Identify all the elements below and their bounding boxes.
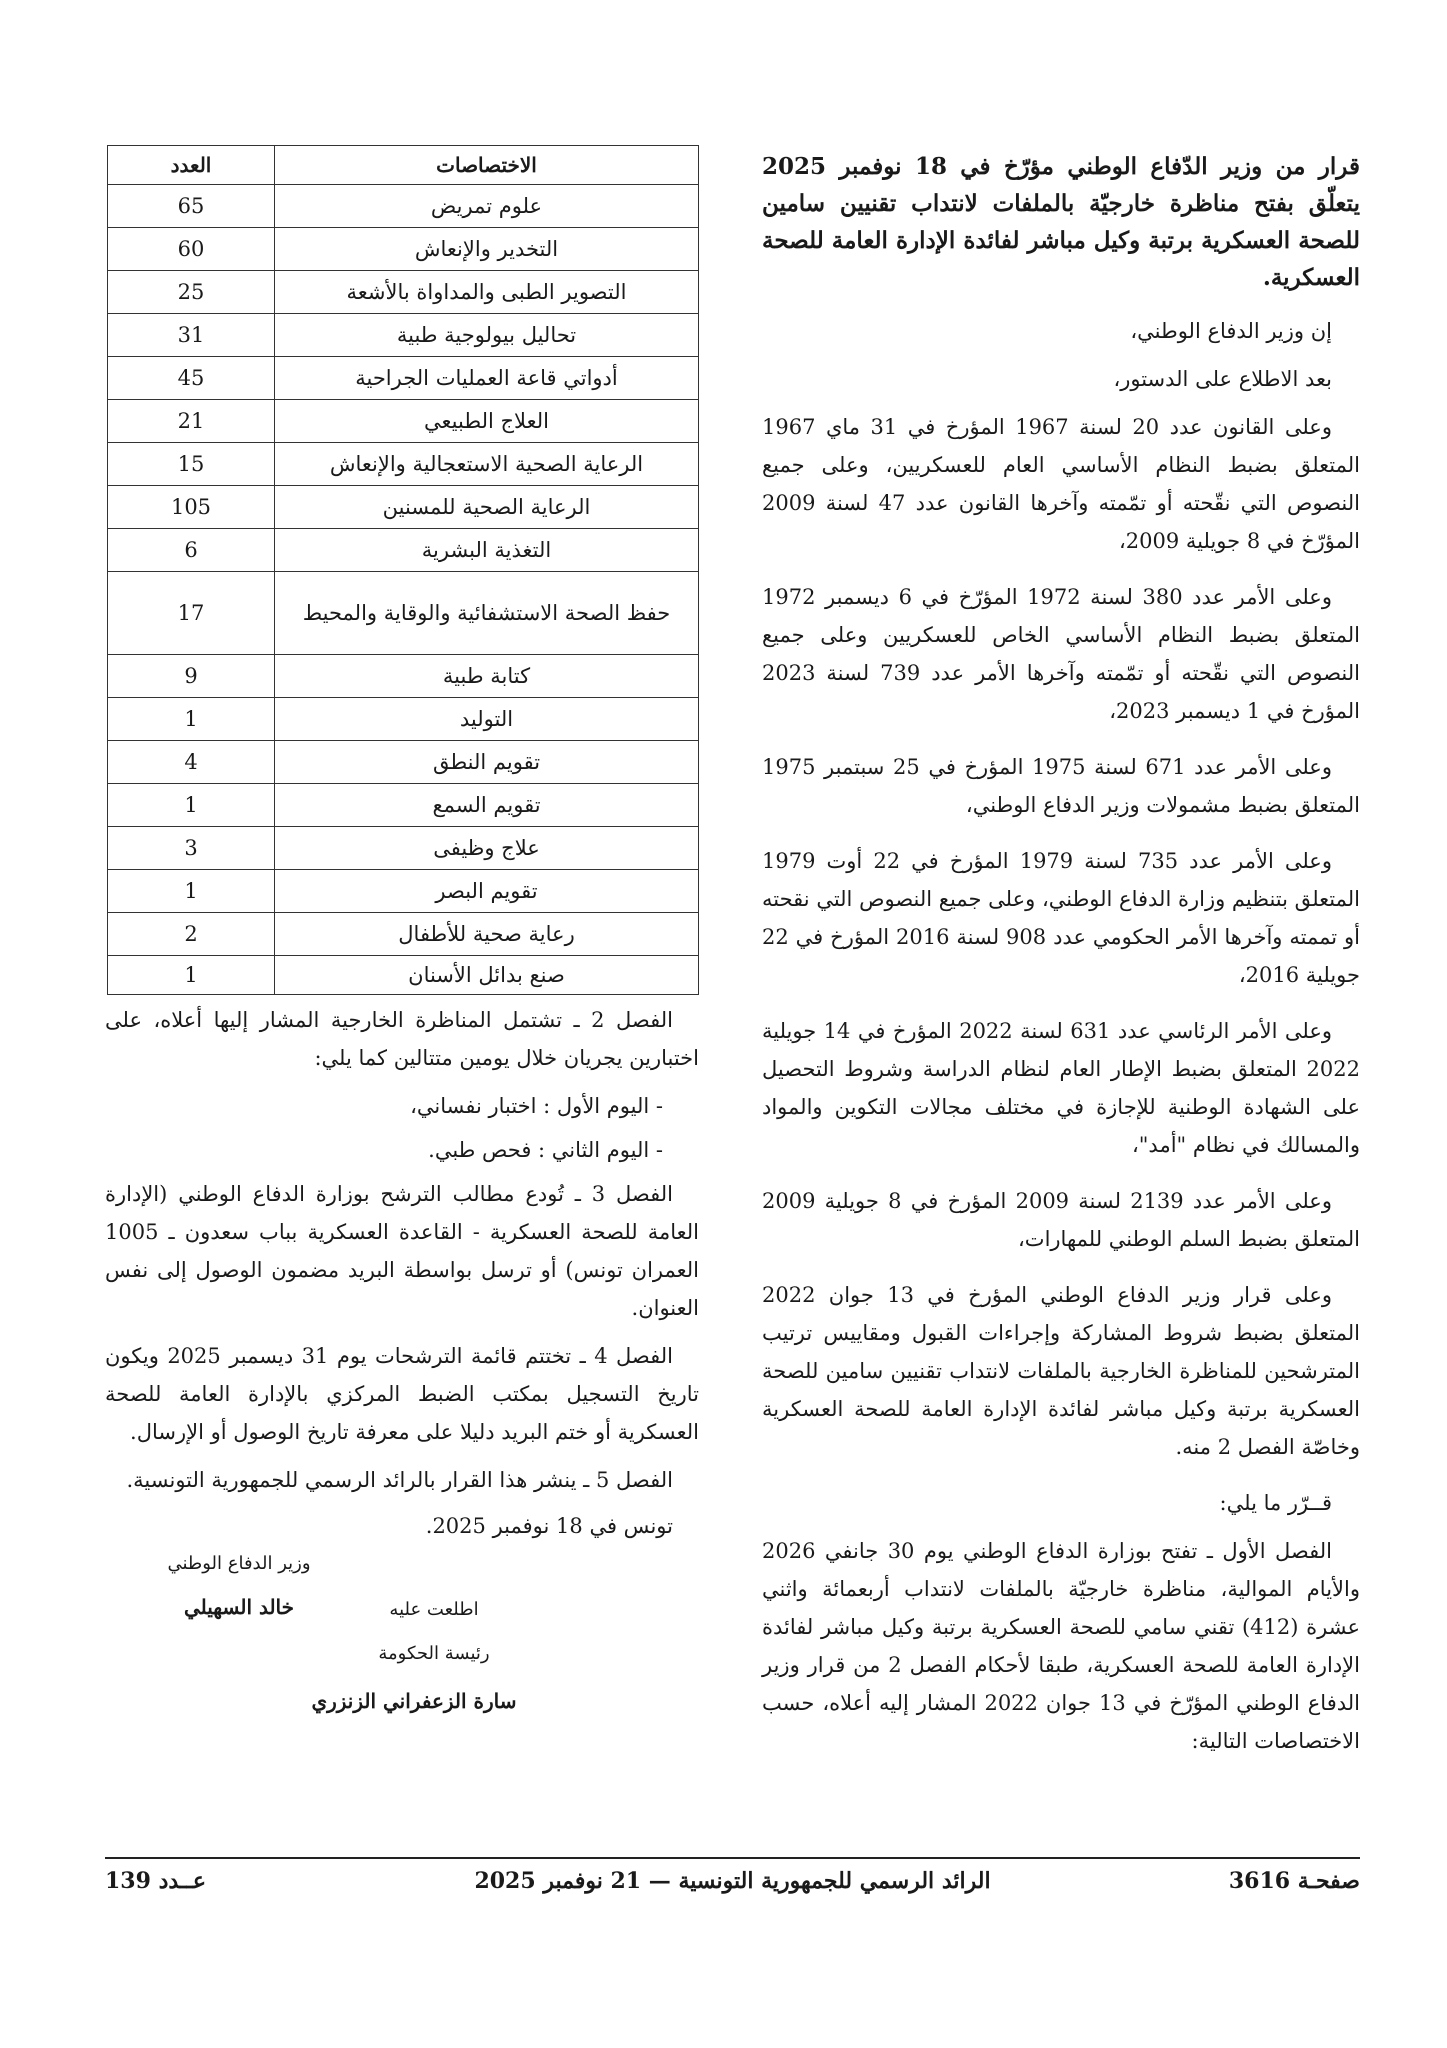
table-row	[108, 529, 699, 572]
count-cell: 1	[108, 698, 275, 741]
preamble-paragraph: بعد الاطلاع على الدستور،	[1113, 367, 1332, 391]
table-row	[108, 185, 699, 228]
table-row	[108, 314, 699, 357]
article-3: الفصل 3 ـ تُودع مطالب الترشح بوزارة الدفاع الوطني (الإدارة العامة للصحة العسكرية - القاعدة العسكرية بباب سعدون ـ 1005 العمران تونس) أو ترسل بواسطة البريد مضمون الوصول إلى نفس العنوان.	[105, 1182, 699, 1320]
count-cell: 105	[108, 486, 275, 529]
specialty-cell: تقويم النطق	[275, 741, 699, 784]
specialty-cell: صنع بدائل الأسنان	[275, 956, 699, 995]
count-cell: 4	[108, 741, 275, 784]
preamble-paragraph: إن وزير الدفاع الوطني،	[1130, 319, 1332, 343]
specialty-cell: التغذية البشرية	[275, 529, 699, 572]
table-row	[108, 357, 699, 400]
preamble-paragraph: وعلى الأمر عدد 2139 لسنة 2009 المؤرخ في 8 جويلية 2009 المتعلق بضبط السلم الوطني للمهارات،	[762, 1189, 1360, 1251]
specialty-cell: كتابة طبية	[275, 655, 699, 698]
table-row	[108, 486, 699, 529]
table-row	[108, 913, 699, 956]
signing-date: تونس في 18 نوفمبر 2025.	[425, 1514, 673, 1538]
count-header: العدد	[108, 146, 275, 185]
article-2: الفصل 2 ـ تشتمل المناظرة الخارجية المشار إليها أعلاه، على اختبارين يجريان خلال يومين متتالين كما يلي:	[105, 1008, 699, 1070]
page-footer	[105, 1868, 1360, 1908]
count-cell: 2	[108, 913, 275, 956]
table-row	[108, 956, 699, 995]
decides-heading: قــرّر ما يلي:	[1219, 1491, 1332, 1515]
footer-divider	[105, 1857, 1360, 1859]
specialty-cell: حفظ الصحة الاستشفائية والوقاية والمحيط	[275, 572, 699, 655]
table-row	[108, 655, 699, 698]
table-row	[108, 870, 699, 913]
articles-section	[105, 1001, 699, 1543]
table-row	[108, 784, 699, 827]
specialty-cell: التخدير والإنعاش	[275, 228, 699, 271]
specialty-cell: العلاج الطبيعي	[275, 400, 699, 443]
count-cell: 65	[108, 185, 275, 228]
count-cell: 45	[108, 357, 275, 400]
preamble-paragraph: وعلى الأمر عدد 671 لسنة 1975 المؤرخ في 25 سبتمبر 1975 المتعلق بضبط مشمولات وزير الدفاع الوطني،	[762, 755, 1360, 817]
specialty-cell: التوليد	[275, 698, 699, 741]
journal-title: الرائد الرسمي للجمهورية التونسية — 21 نوفمبر 2025	[474, 1868, 991, 1894]
specialty-cell: تقويم السمع	[275, 784, 699, 827]
count-cell: 1	[108, 870, 275, 913]
count-cell: 1	[108, 784, 275, 827]
specialty-cell: علاج وظيفى	[275, 827, 699, 870]
count-cell: 60	[108, 228, 275, 271]
minister-name: خالد السهيلي	[183, 1595, 295, 1619]
preamble-paragraph: وعلى القانون عدد 20 لسنة 1967 المؤرخ في 31 ماي 1967 المتعلق بضبط النظام الأساسي العام للعسكريين، وعلى جميع النصوص التي نقّحته أو تمّمته وآخرها القانون عدد 47 لسنة 2009 المؤرّخ في 8 جويلية 2009،	[762, 415, 1360, 553]
pm-name: سارة الزعفراني الزنزري	[311, 1689, 517, 1713]
specialty-cell: التصوير الطبى والمداواة بالأشعة	[275, 271, 699, 314]
specialty-cell: علوم تمريض	[275, 185, 699, 228]
table-row	[108, 271, 699, 314]
specialty-header: الاختصاصات	[275, 146, 699, 185]
table-row	[108, 228, 699, 271]
table-row	[108, 741, 699, 784]
table-row	[108, 400, 699, 443]
preamble-paragraph: وعلى الأمر عدد 380 لسنة 1972 المؤرّخ في 6 ديسمبر 1972 المتعلق بضبط النظام الأساسي الخاص للعسكريين وعلى جميع النصوص التي نقّحته أو تمّمته وآخرها الأمر عدد 739 لسنة 2023 المؤرخ في 1 ديسمبر 2023،	[762, 585, 1360, 723]
table-row	[108, 443, 699, 486]
preamble-paragraph: وعلى الأمر عدد 735 لسنة 1979 المؤرخ في 22 أوت 1979 المتعلق بتنظيم وزارة الدفاع الوطني، وعلى جميع النصوص التي نقحته أو تممته وآخرها الأمر الحكومي عدد 908 لسنة 2016 المؤرخ في 22 جويلية 2016،	[762, 849, 1360, 987]
specialty-cell: الرعاية الصحية للمسنين	[275, 486, 699, 529]
seen-by-label: اطلعت عليه	[389, 1599, 479, 1620]
table-column	[105, 145, 699, 1753]
count-cell: 25	[108, 271, 275, 314]
preamble-paragraph: وعلى قرار وزير الدفاع الوطني المؤرخ في 13 جوان 2022 المتعلق بضبط شروط المشاركة وإجراءات القبول ومقاييس ترتيب المترشحين للمناظرة الخارجية بالملفات لانتداب تقنيين سامين للصحة العسكرية برتبة وكيل مباشر لفائدة الإدارة العامة للصحة العسكرية وخاصّة الفصل 2 منه.	[762, 1283, 1360, 1459]
specialty-cell: تحاليل بيولوجية طبية	[275, 314, 699, 357]
count-cell: 15	[108, 443, 275, 486]
specialty-cell: الرعاية الصحية الاستعجالية والإنعاش	[275, 443, 699, 486]
count-cell: 3	[108, 827, 275, 870]
article-2-day-1: - اليوم الأول : اختبار نفساني،	[410, 1094, 663, 1118]
issue-number: عــدد 139	[105, 1868, 206, 1894]
specialties-table	[107, 145, 699, 995]
decree-title: قرار من وزير الدّفاع الوطني مؤرّخ في 18 نوفمبر 2025 يتعلّق بفتح مناظرة خارجيّة بالملفات لانتداب تقنيين سامين للصحة العسكرية برتبة وكيل مباشر لفائدة الإدارة العامة للصحة العسكرية.	[762, 153, 1360, 291]
specialty-cell: تقويم البصر	[275, 870, 699, 913]
page-number: صفحـة 3616	[1228, 1868, 1360, 1894]
article-2-day-2: - اليوم الثاني : فحص طبي.	[428, 1138, 663, 1162]
count-cell: 6	[108, 529, 275, 572]
count-cell: 17	[108, 572, 275, 655]
count-cell: 9	[108, 655, 275, 698]
article-4: الفصل 4 ـ تختتم قائمة الترشحات يوم 31 ديسمبر 2025 ويكون تاريخ التسجيل بمكتب الضبط المركزي بالإدارة العامة للصحة العسكرية أو ختم البريد دليلا على معرفة تاريخ الوصول أو الإرسال.	[105, 1344, 699, 1444]
table-header-row	[108, 146, 699, 185]
specialty-cell: رعاية صحية للأطفال	[275, 913, 699, 956]
count-cell: 21	[108, 400, 275, 443]
decree-column	[762, 148, 1360, 1778]
pm-title: رئيسة الحكومة	[378, 1643, 490, 1664]
article-1: الفصل الأول ـ تفتح بوزارة الدفاع الوطني يوم 30 جانفي 2026 والأيام الموالية، مناظرة خارجيّة بالملفات لانتداب أربعمائة واثني عشرة (412) تقني سامي للصحة العسكرية برتبة وكيل مباشر لفائدة الإدارة العامة للصحة العسكرية، طبقا لأحكام الفصل 2 من قرار وزير الدفاع الوطني المؤرّخ في 13 جوان 2022 المشار إليه أعلاه، حسب الاختصاصات التالية:	[762, 1539, 1360, 1753]
table-row	[108, 827, 699, 870]
specialty-cell: أدواتي قاعة العمليات الجراحية	[275, 357, 699, 400]
table-row	[108, 698, 699, 741]
count-cell: 1	[108, 956, 275, 995]
table-row	[108, 572, 699, 655]
minister-title: وزير الدفاع الوطني	[167, 1553, 311, 1574]
count-cell: 31	[108, 314, 275, 357]
preamble-paragraph: وعلى الأمر الرئاسي عدد 631 لسنة 2022 المؤرخ في 14 جويلية 2022 المتعلق بضبط الإطار العام لنظام الدراسة وشروط التحصيل على الشهادة الوطنية للإجازة في مختلف مجالات التكوين والمواد والمسالك في نظام "أمد"،	[762, 1019, 1360, 1157]
article-5: الفصل 5 ـ ينشر هذا القرار بالرائد الرسمي للجمهورية التونسية.	[126, 1468, 673, 1492]
signatures-block	[105, 1543, 699, 1753]
